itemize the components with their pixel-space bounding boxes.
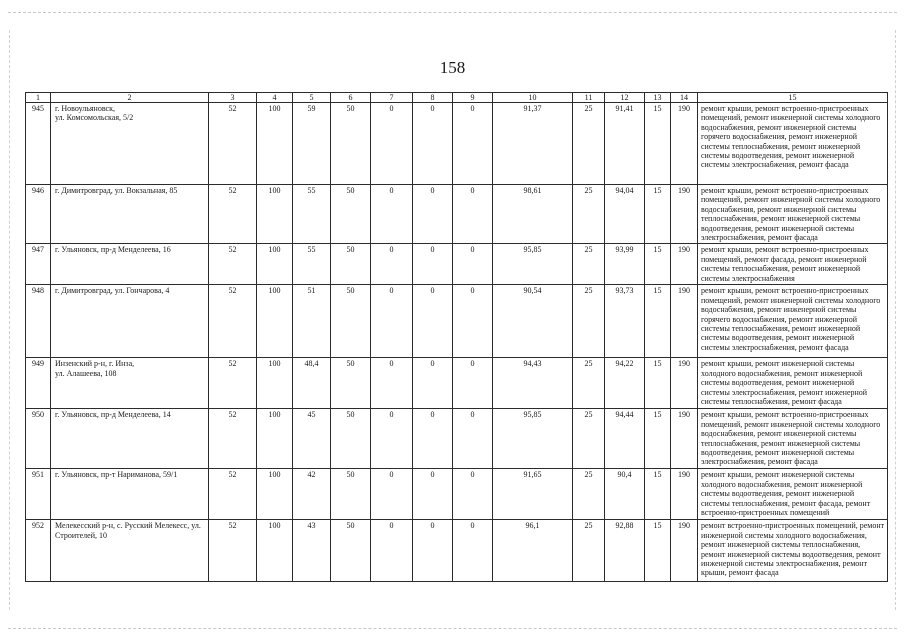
value-cell: 190 (671, 285, 698, 358)
value-cell: 43 (293, 520, 331, 582)
value-cell: 100 (257, 244, 293, 285)
value-cell: 91,65 (493, 469, 573, 520)
value-cell: 25 (573, 409, 605, 469)
value-cell: 15 (645, 520, 671, 582)
scan-artifact-top (8, 12, 897, 13)
row-number-cell: 947 (26, 244, 51, 285)
value-cell: 48,4 (293, 358, 331, 409)
scan-artifact-right (895, 30, 896, 610)
value-cell: 0 (371, 285, 413, 358)
value-cell: 94,44 (605, 409, 645, 469)
value-cell: 0 (413, 103, 453, 185)
works-cell: ремонт крыши, ремонт встроенно-пристроенных помещений, ремонт инженерной системы холодного водоснабжения, ремонт инженерной системы теплоснабжения, ремонт инженерной системы водоотведения, ремонт инженерной системы электроснабжения, ремонт фасада (698, 409, 888, 469)
column-header: 4 (257, 93, 293, 103)
value-cell: 52 (209, 285, 257, 358)
value-cell: 52 (209, 520, 257, 582)
value-cell: 100 (257, 469, 293, 520)
value-cell: 91,41 (605, 103, 645, 185)
value-cell: 15 (645, 244, 671, 285)
table-body (26, 103, 888, 582)
value-cell: 50 (331, 520, 371, 582)
works-cell: ремонт крыши, ремонт встроенно-пристроенных помещений, ремонт фасада, ремонт инженерной системы теплоснабжения, ремонт инженерной системы электроснабжения (698, 244, 888, 285)
value-cell: 15 (645, 185, 671, 244)
value-cell: 0 (371, 358, 413, 409)
value-cell: 0 (453, 185, 493, 244)
value-cell: 25 (573, 185, 605, 244)
value-cell: 45 (293, 409, 331, 469)
value-cell: 0 (413, 285, 453, 358)
value-cell: 25 (573, 244, 605, 285)
address-cell: г. Ульяновск, пр-т Нариманова, 59/1 (51, 469, 209, 520)
value-cell: 0 (371, 103, 413, 185)
column-header: 14 (671, 93, 698, 103)
value-cell: 190 (671, 520, 698, 582)
value-cell: 0 (453, 469, 493, 520)
table-row (26, 103, 888, 185)
scan-artifact-left (9, 30, 10, 610)
column-header: 5 (293, 93, 331, 103)
value-cell: 95,85 (493, 409, 573, 469)
value-cell: 93,73 (605, 285, 645, 358)
value-cell: 190 (671, 103, 698, 185)
value-cell: 0 (371, 244, 413, 285)
column-header: 10 (493, 93, 573, 103)
value-cell: 0 (413, 469, 453, 520)
value-cell: 0 (371, 185, 413, 244)
column-header: 6 (331, 93, 371, 103)
table-row (26, 185, 888, 244)
value-cell: 15 (645, 469, 671, 520)
value-cell: 55 (293, 244, 331, 285)
value-cell: 0 (413, 520, 453, 582)
value-cell: 50 (331, 285, 371, 358)
value-cell: 0 (453, 244, 493, 285)
value-cell: 0 (371, 520, 413, 582)
row-number-cell: 949 (26, 358, 51, 409)
value-cell: 59 (293, 103, 331, 185)
value-cell: 100 (257, 409, 293, 469)
data-table (25, 92, 888, 582)
value-cell: 100 (257, 103, 293, 185)
column-header: 12 (605, 93, 645, 103)
address-cell: г. Димитровград, ул. Гончарова, 4 (51, 285, 209, 358)
table-row (26, 469, 888, 520)
value-cell: 25 (573, 285, 605, 358)
value-cell: 52 (209, 185, 257, 244)
value-cell: 100 (257, 358, 293, 409)
value-cell: 50 (331, 103, 371, 185)
address-cell: г. Ульяновск, пр-д Менделеева, 14 (51, 409, 209, 469)
value-cell: 0 (371, 469, 413, 520)
value-cell: 90,4 (605, 469, 645, 520)
value-cell: 0 (413, 409, 453, 469)
value-cell: 0 (413, 358, 453, 409)
address-cell: г. Ульяновск, пр-д Менделеева, 16 (51, 244, 209, 285)
value-cell: 50 (331, 358, 371, 409)
value-cell: 100 (257, 285, 293, 358)
value-cell: 0 (453, 103, 493, 185)
value-cell: 25 (573, 469, 605, 520)
value-cell: 52 (209, 358, 257, 409)
page-number: 158 (439, 58, 466, 77)
works-cell: ремонт встроенно-пристроенных помещений, ремонт инженерной системы холодного водоснабжения, ремонт инженерной системы теплоснабжения, ремонт инженерной системы водоотведения, ремонт инженерной системы электроснабжения, ремонт крыши, ремонт фасада (698, 520, 888, 582)
value-cell: 190 (671, 244, 698, 285)
table-row (26, 409, 888, 469)
value-cell: 190 (671, 409, 698, 469)
column-header: 3 (209, 93, 257, 103)
value-cell: 94,22 (605, 358, 645, 409)
value-cell: 15 (645, 103, 671, 185)
value-cell: 42 (293, 469, 331, 520)
works-cell: ремонт крыши, ремонт встроенно-пристроенных помещений, ремонт инженерной системы холодного водоснабжения, ремонт инженерной системы теплоснабжения, ремонт инженерной системы водоотведения, ремонт инженерной системы электроснабжения, ремонт фасада (698, 185, 888, 244)
table-header-row (26, 93, 888, 103)
value-cell: 190 (671, 469, 698, 520)
table-row (26, 520, 888, 582)
value-cell: 0 (453, 520, 493, 582)
address-cell: Мелекесский р-н, с. Русский Мелекесс, ул. Строителей, 10 (51, 520, 209, 582)
row-number-cell: 945 (26, 103, 51, 185)
value-cell: 90,54 (493, 285, 573, 358)
value-cell: 50 (331, 409, 371, 469)
address-cell: Инзенский р-н, г. Инза, ул. Алашеева, 108 (51, 358, 209, 409)
value-cell: 98,61 (493, 185, 573, 244)
table-row (26, 244, 888, 285)
column-header: 1 (26, 93, 51, 103)
value-cell: 190 (671, 185, 698, 244)
value-cell: 52 (209, 409, 257, 469)
value-cell: 100 (257, 185, 293, 244)
row-number-cell: 948 (26, 285, 51, 358)
value-cell: 94,43 (493, 358, 573, 409)
value-cell: 52 (209, 103, 257, 185)
value-cell: 25 (573, 103, 605, 185)
address-cell: г. Димитровград, ул. Вокзальная, 85 (51, 185, 209, 244)
row-number-cell: 950 (26, 409, 51, 469)
works-cell: ремонт крыши, ремонт встроенно-пристроенных помещений, ремонт инженерной системы холодного водоснабжения, ремонт инженерной системы горячего водоснабжения, ремонт инженерной системы теплоснабжения, ремонт инженерной системы водоотведения, ремонт инженерной системы электроснабжения, ремонт фасада (698, 285, 888, 358)
value-cell: 50 (331, 185, 371, 244)
value-cell: 52 (209, 244, 257, 285)
value-cell: 96,1 (493, 520, 573, 582)
value-cell: 15 (645, 358, 671, 409)
column-header: 8 (413, 93, 453, 103)
column-header: 2 (51, 93, 209, 103)
column-header: 11 (573, 93, 605, 103)
table-row (26, 285, 888, 358)
value-cell: 15 (645, 285, 671, 358)
value-cell: 0 (371, 409, 413, 469)
value-cell: 55 (293, 185, 331, 244)
works-cell: ремонт крыши, ремонт инженерной системы холодного водоснабжения, ремонт инженерной системы водоотведения, ремонт инженерной системы электроснабжения, ремонт инженерной системы теплоснабжения, ремонт фасада (698, 358, 888, 409)
value-cell: 91,37 (493, 103, 573, 185)
value-cell: 52 (209, 469, 257, 520)
value-cell: 0 (413, 185, 453, 244)
column-header: 15 (698, 93, 888, 103)
value-cell: 190 (671, 358, 698, 409)
works-cell: ремонт крыши, ремонт инженерной системы холодного водоснабжения, ремонт инженерной системы водоотведения, ремонт инженерной системы теплоснабжения, ремонт фасада, ремонт встроенно-пристроенных помещений (698, 469, 888, 520)
value-cell: 15 (645, 409, 671, 469)
column-header: 7 (371, 93, 413, 103)
works-cell: ремонт крыши, ремонт встроенно-пристроенных помещений, ремонт инженерной системы холодного водоснабжения, ремонт инженерной системы горячего водоснабжения, ремонт инженерной системы теплоснабжения, ремонт инженерной системы водоотведения, ремонт инженерной системы электроснабжения, ремонт фасада (698, 103, 888, 185)
value-cell: 95,85 (493, 244, 573, 285)
value-cell: 0 (453, 409, 493, 469)
row-number-cell: 952 (26, 520, 51, 582)
value-cell: 0 (453, 358, 493, 409)
table-container (25, 92, 888, 582)
column-header: 9 (453, 93, 493, 103)
table-row (26, 358, 888, 409)
value-cell: 25 (573, 520, 605, 582)
value-cell: 51 (293, 285, 331, 358)
value-cell: 93,99 (605, 244, 645, 285)
value-cell: 25 (573, 358, 605, 409)
column-header: 13 (645, 93, 671, 103)
scan-artifact-bottom (8, 628, 897, 629)
value-cell: 0 (413, 244, 453, 285)
value-cell: 92,88 (605, 520, 645, 582)
value-cell: 50 (331, 244, 371, 285)
row-number-cell: 946 (26, 185, 51, 244)
value-cell: 100 (257, 520, 293, 582)
value-cell: 94,04 (605, 185, 645, 244)
value-cell: 0 (453, 285, 493, 358)
row-number-cell: 951 (26, 469, 51, 520)
address-cell: г. Новоульяновск, ул. Комсомольская, 5/2 (51, 103, 209, 185)
value-cell: 50 (331, 469, 371, 520)
